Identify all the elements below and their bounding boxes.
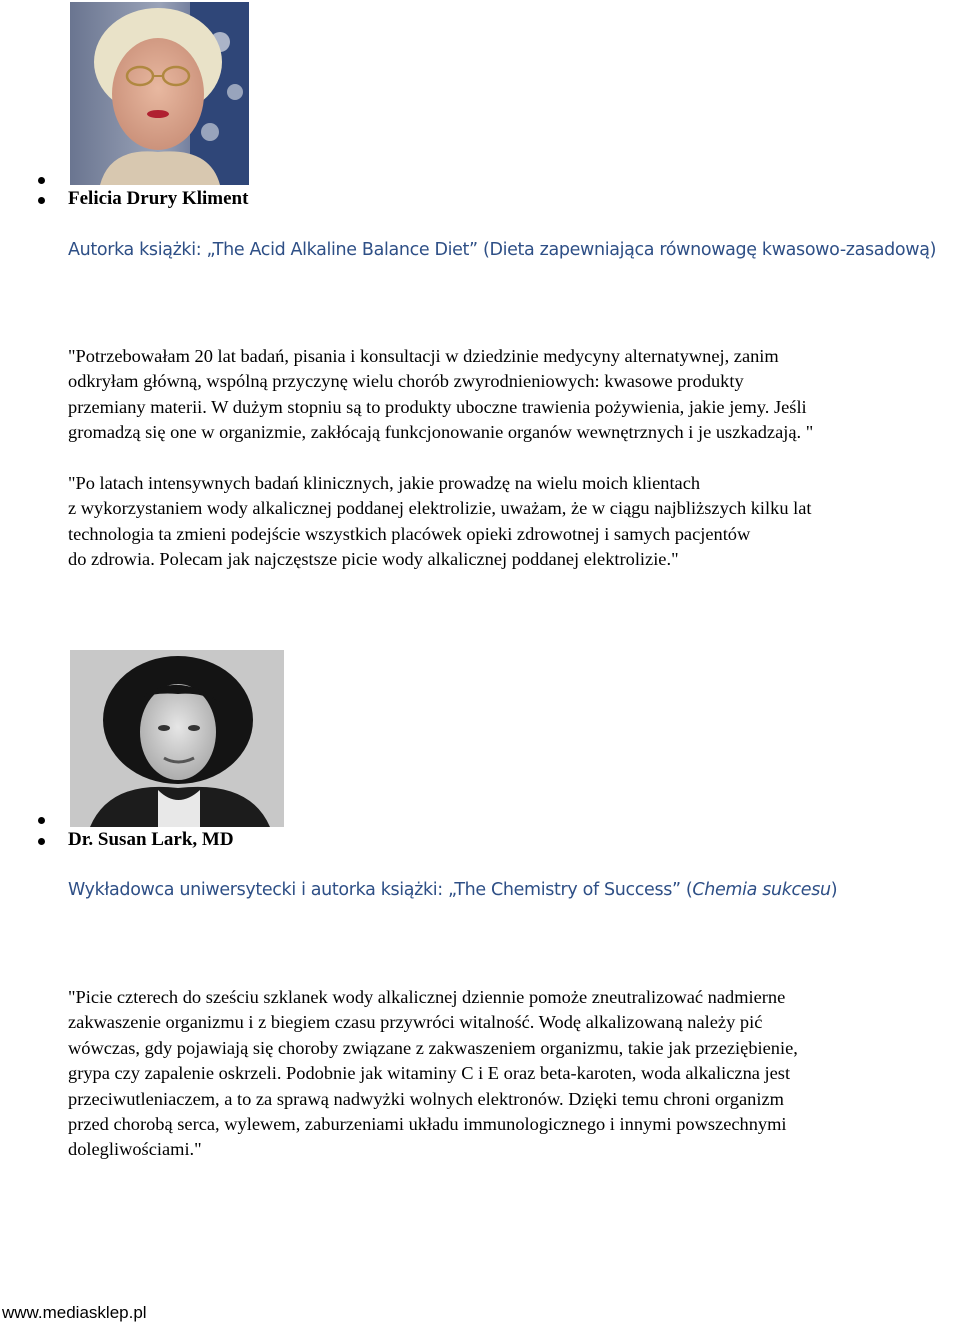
book-subtitle-lark-italic: Chemia sukcesu (692, 880, 831, 900)
person-name-felicia: Felicia Drury Kliment (68, 188, 249, 209)
list-bullet-name-2 (38, 838, 45, 845)
list-bullet-empty-1 (38, 177, 45, 184)
portrait-photo-lark (70, 650, 284, 827)
quote-lark (68, 985, 958, 1163)
quote-line: przeciwutleniaczem, a to za sprawą nadwyżki wolnych elektronów. Dzięki temu chroni organizm (68, 1088, 784, 1109)
quote-felicia-1 (68, 344, 958, 446)
quote-line: odkryłam główną, wspólną przyczynę wielu chorób zwyrodnieniowych: kwasowe produkty (68, 371, 744, 392)
list-bullet-empty-2 (38, 817, 45, 824)
quote-line: wówczas, gdy pojawiają się choroby związane z zakwaszeniem organizmu, takie jak przeziębienie, (68, 1037, 798, 1058)
portrait-photo-color-image (70, 2, 249, 185)
portrait-photo-bw-image (70, 650, 284, 827)
book-subtitle-lark-suffix: ) (830, 880, 838, 900)
quote-line: przemiany materii. W dużym stopniu są to produkty uboczne trawienia pożywienia, jakie jemy. Jeśli (68, 396, 807, 417)
quote-line: do zdrowia. Polecam jak najczęstsze picie wody alkalicznej poddanej elektrolizie." (68, 549, 679, 570)
list-bullet-name-1 (38, 197, 45, 204)
book-subtitle-lark-prefix: Wykładowca uniwersytecki i autorka książki: „The Chemistry of Success” ( (68, 880, 693, 900)
quote-line: z wykorzystaniem wody alkalicznej poddanej elektrolizie, uważam, że w ciągu najbliższych kilku lat (68, 498, 812, 519)
book-subtitle-lark (68, 880, 837, 900)
footer-url: www.mediasklep.pl (2, 1303, 147, 1322)
quote-line: przed chorobą serca, wylewem, zaburzeniami układu immunologicznego i innymi powszechnymi (68, 1114, 787, 1135)
quote-line: dolegliwościami." (68, 1139, 202, 1160)
quote-line: zakwaszenie organizmu i z biegiem czasu przywróci witalność. Wodę alkalizowaną należy pić (68, 1012, 763, 1033)
quote-line: "Potrzebowałam 20 lat badań, pisania i konsultacji w dziedzinie medycyny alternatywnej, zanim (68, 346, 779, 366)
portrait-photo-felicia (70, 2, 249, 185)
person-name-lark: Dr. Susan Lark, MD (68, 829, 234, 850)
quote-line: grypa czy zapalenie oskrzeli. Podobnie jak witaminy C i E oraz beta-karoten, woda alkaliczna jest (68, 1063, 791, 1084)
quote-line: gromadzą się one w organizmie, zakłócają funkcjonowanie organów wewnętrznych i je uszkadzają. " (68, 422, 814, 443)
book-subtitle-felicia: Autorka książki: „The Acid Alkaline Balance Diet” (Dieta zapewniająca równowagę kwasowo-zasadową) (68, 240, 937, 260)
quote-line: "Picie czterech do sześciu szklanek wody alkalicznej dziennie pomoże zneutralizować nadmierne (68, 987, 786, 1007)
quote-line: technologia ta zmieni podejście wszystkich placówek opieki zdrowotnej i samych pacjentów (68, 523, 751, 544)
quote-line: "Po latach intensywnych badań klinicznych, jakie prowadzę na wielu moich klientach (68, 473, 701, 493)
quote-felicia-2 (68, 471, 958, 573)
